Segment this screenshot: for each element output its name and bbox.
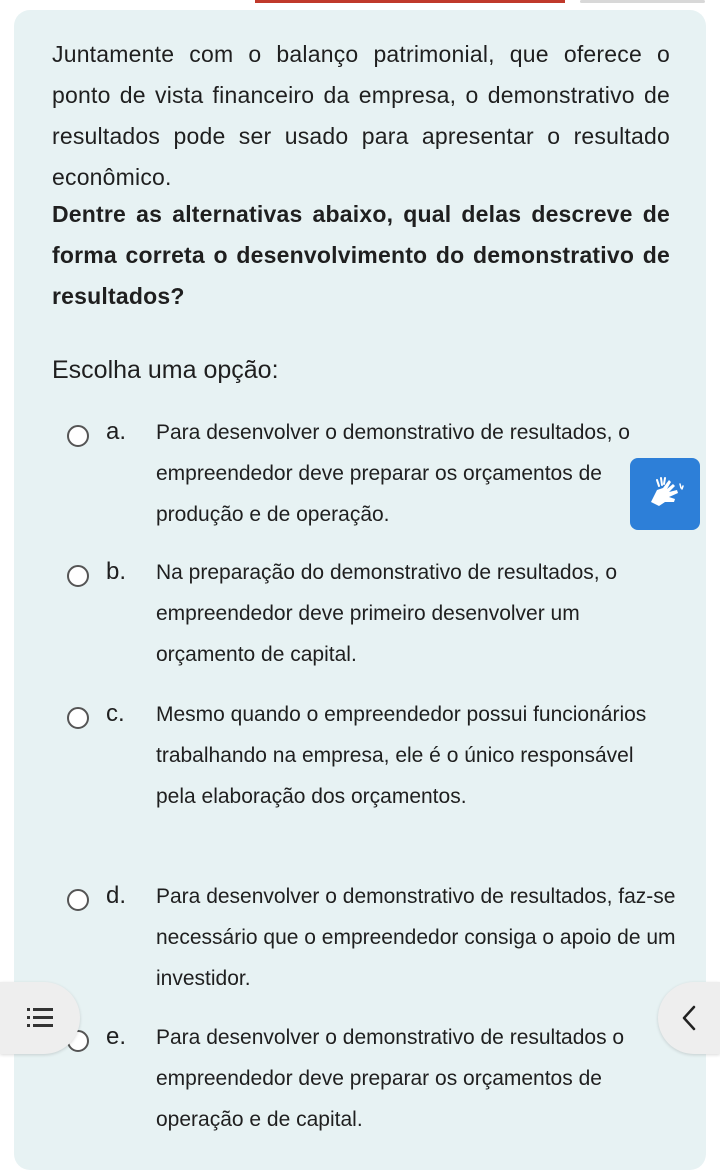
radio-button[interactable] [67, 565, 89, 587]
radio-button[interactable] [67, 707, 89, 729]
option-letter: a. [106, 418, 127, 445]
option-letter: d. [106, 882, 127, 909]
question-text: Juntamente com o balanço patrimonial, que oferece o ponto de vista financeiro da empresa, o demonstrativo de resultados pode ser usado para apresentar o resultado econômico. [52, 41, 670, 190]
question-list-button[interactable] [0, 982, 80, 1054]
radio-button[interactable] [67, 889, 89, 911]
sign-language-icon [643, 472, 687, 516]
chevron-left-icon [681, 1005, 697, 1031]
choose-option-label: Escolha uma opção: [52, 356, 279, 384]
option-text: Para desenvolver o demonstrativo de resultados, faz-se necessário que o empreendedor consiga o apoio de um investidor. [156, 885, 676, 990]
option-letter: b. [106, 558, 127, 585]
radio-button[interactable] [67, 425, 89, 447]
accessibility-button[interactable] [630, 458, 700, 530]
question-prompt: Dentre as alternativas abaixo, qual delas descreve de forma correta o desenvolvimento do demonstrativo de resultados? [52, 201, 670, 309]
option-letter: e. [106, 1023, 127, 1050]
option-text: Na preparação do demonstrativo de resultados, o empreendedor deve primeiro desenvolver um orçamento de capital. [156, 561, 618, 666]
collapse-drawer-button[interactable] [658, 982, 720, 1054]
option-text: Mesmo quando o empreendedor possui funcionários trabalhando na empresa, ele é o único responsável pela elaboração dos orçamentos. [156, 703, 647, 808]
top-scroll-indicator [580, 0, 705, 3]
list-icon [27, 1007, 53, 1029]
option-text: Para desenvolver o demonstrativo de resultados o empreendedor deve preparar os orçamentos de operação e de capital. [156, 1026, 625, 1131]
top-accent-line [255, 0, 565, 3]
option-letter: c. [106, 700, 125, 727]
option-text: Para desenvolver o demonstrativo de resultados, o empreendedor deve preparar os orçamentos de produção e de operação. [156, 421, 630, 526]
